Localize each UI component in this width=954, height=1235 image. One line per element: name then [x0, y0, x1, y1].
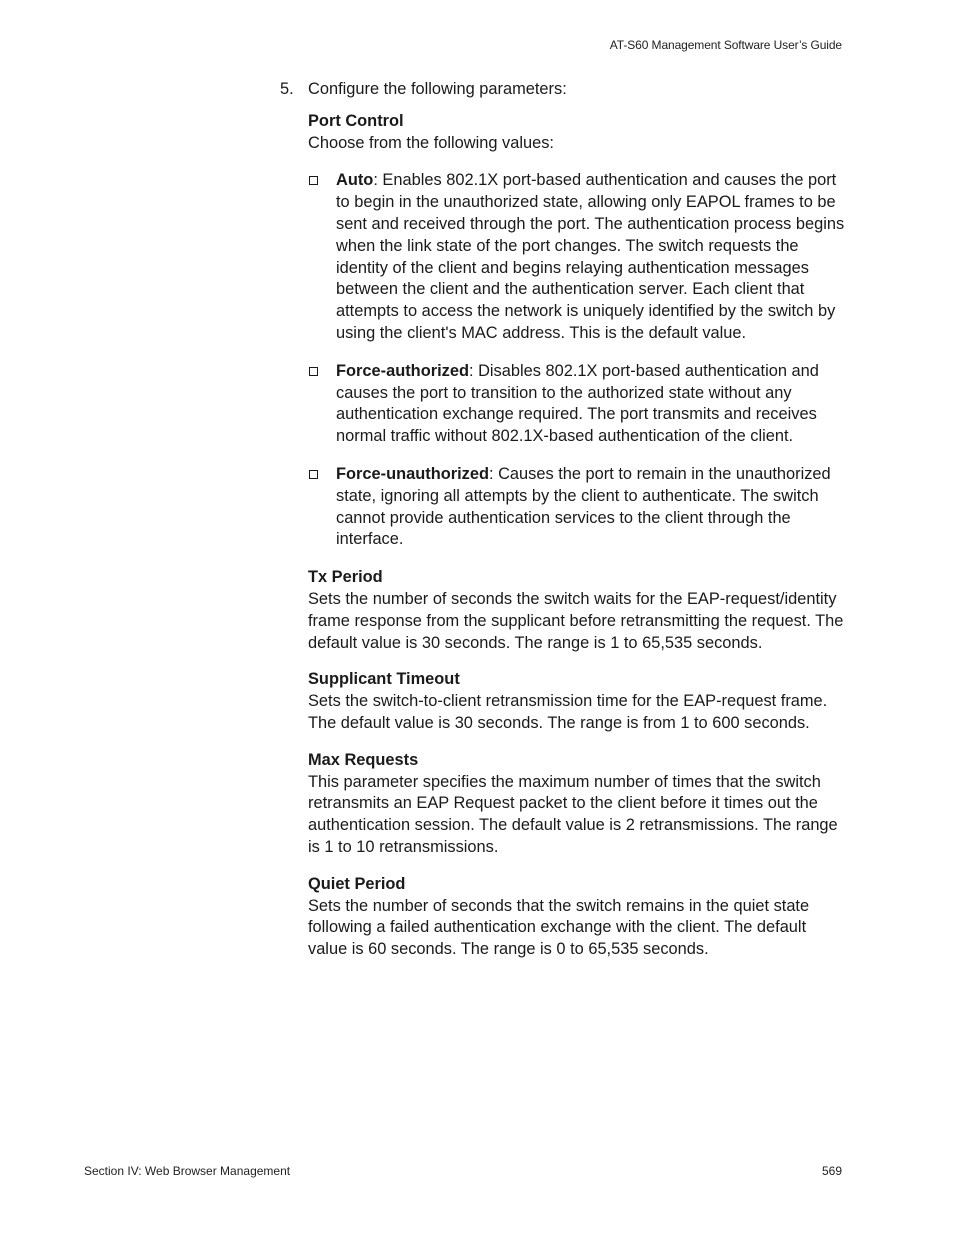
tx-period-title: Tx Period [308, 568, 383, 587]
step-5 [280, 79, 845, 101]
port-control-intro: Choose from the following values: [308, 133, 554, 152]
tx-period-description: Sets the number of seconds the switch waits for the EAP-request/identity frame response from the supplicant before retransmitting the request. The default value is 30 seconds. The range is 1 to 65,535 seconds. [308, 589, 844, 652]
value-term: Force-unauthorized [336, 464, 489, 483]
quiet-period-title: Quiet Period [308, 874, 406, 893]
checkbox-bullet-icon [308, 361, 336, 448]
max-requests-section [308, 750, 845, 859]
value-description: : Causes the port to remain in the unauthorized state, ignoring all attempts by the client to authenticate. The switch cannot provide authentication services to the client through the interface. [336, 464, 831, 549]
supplicant-timeout-description: Sets the switch-to-client retransmission time for the EAP-request frame. The default value is 30 seconds. The range is from 1 to 600 seconds. [308, 692, 828, 732]
running-header: AT-S60 Management Software User’s Guide [609, 38, 842, 52]
list-item [308, 464, 845, 551]
quiet-period-description: Sets the number of seconds that the switch remains in the quiet state following a failed authentication exchange with the client. The default value is 60 seconds. The range is 0 to 65,535 seconds. [308, 896, 810, 959]
quiet-period-section [308, 874, 845, 961]
value-description: : Disables 802.1X port-based authentication and causes the port to transition to the authorized state without any authentication exchange required. The port transmits and receives normal traffic without 802.1X-based authentication of the client. [336, 361, 819, 446]
list-item [308, 170, 845, 344]
max-requests-title: Max Requests [308, 750, 419, 769]
value-description: : Enables 802.1X port-based authentication and causes the port to begin in the unauthorized state, allowing only EAPOL frames to be sent and received through the port. The authentication process begins when the link state of the port changes. The switch requests the identity of the client and begins relaying authentication messages between the client and the authentication server. Each client that attempts to access the network is uniquely identified by the switch by using the client's MAC address. This is the default value. [336, 171, 845, 342]
footer-section-label: Section IV: Web Browser Management [84, 1164, 291, 1178]
checkbox-bullet-icon [308, 464, 336, 551]
value-term: Force-authorized [336, 361, 469, 380]
step-number: 5. [280, 80, 294, 98]
step-text: Configure the following parameters: [308, 80, 567, 98]
checkbox-bullet-icon [308, 170, 336, 344]
max-requests-description: This parameter specifies the maximum number of times that the switch retransmits an EAP Request packet to the client before it times out the authentication session. The default value is 2 retransmissions. The range is 1 to 10 retransmissions. [308, 772, 838, 856]
parameter-list [308, 111, 845, 961]
page-content [280, 79, 845, 961]
page-number: 569 [821, 1164, 842, 1178]
port-control-values [308, 170, 845, 551]
supplicant-timeout-title: Supplicant Timeout [308, 670, 460, 689]
value-term: Auto [336, 171, 374, 190]
list-item [308, 361, 845, 448]
tx-period-section [308, 567, 845, 654]
port-control-section [308, 111, 845, 551]
supplicant-timeout-section [308, 669, 845, 734]
port-control-title: Port Control [308, 111, 404, 130]
